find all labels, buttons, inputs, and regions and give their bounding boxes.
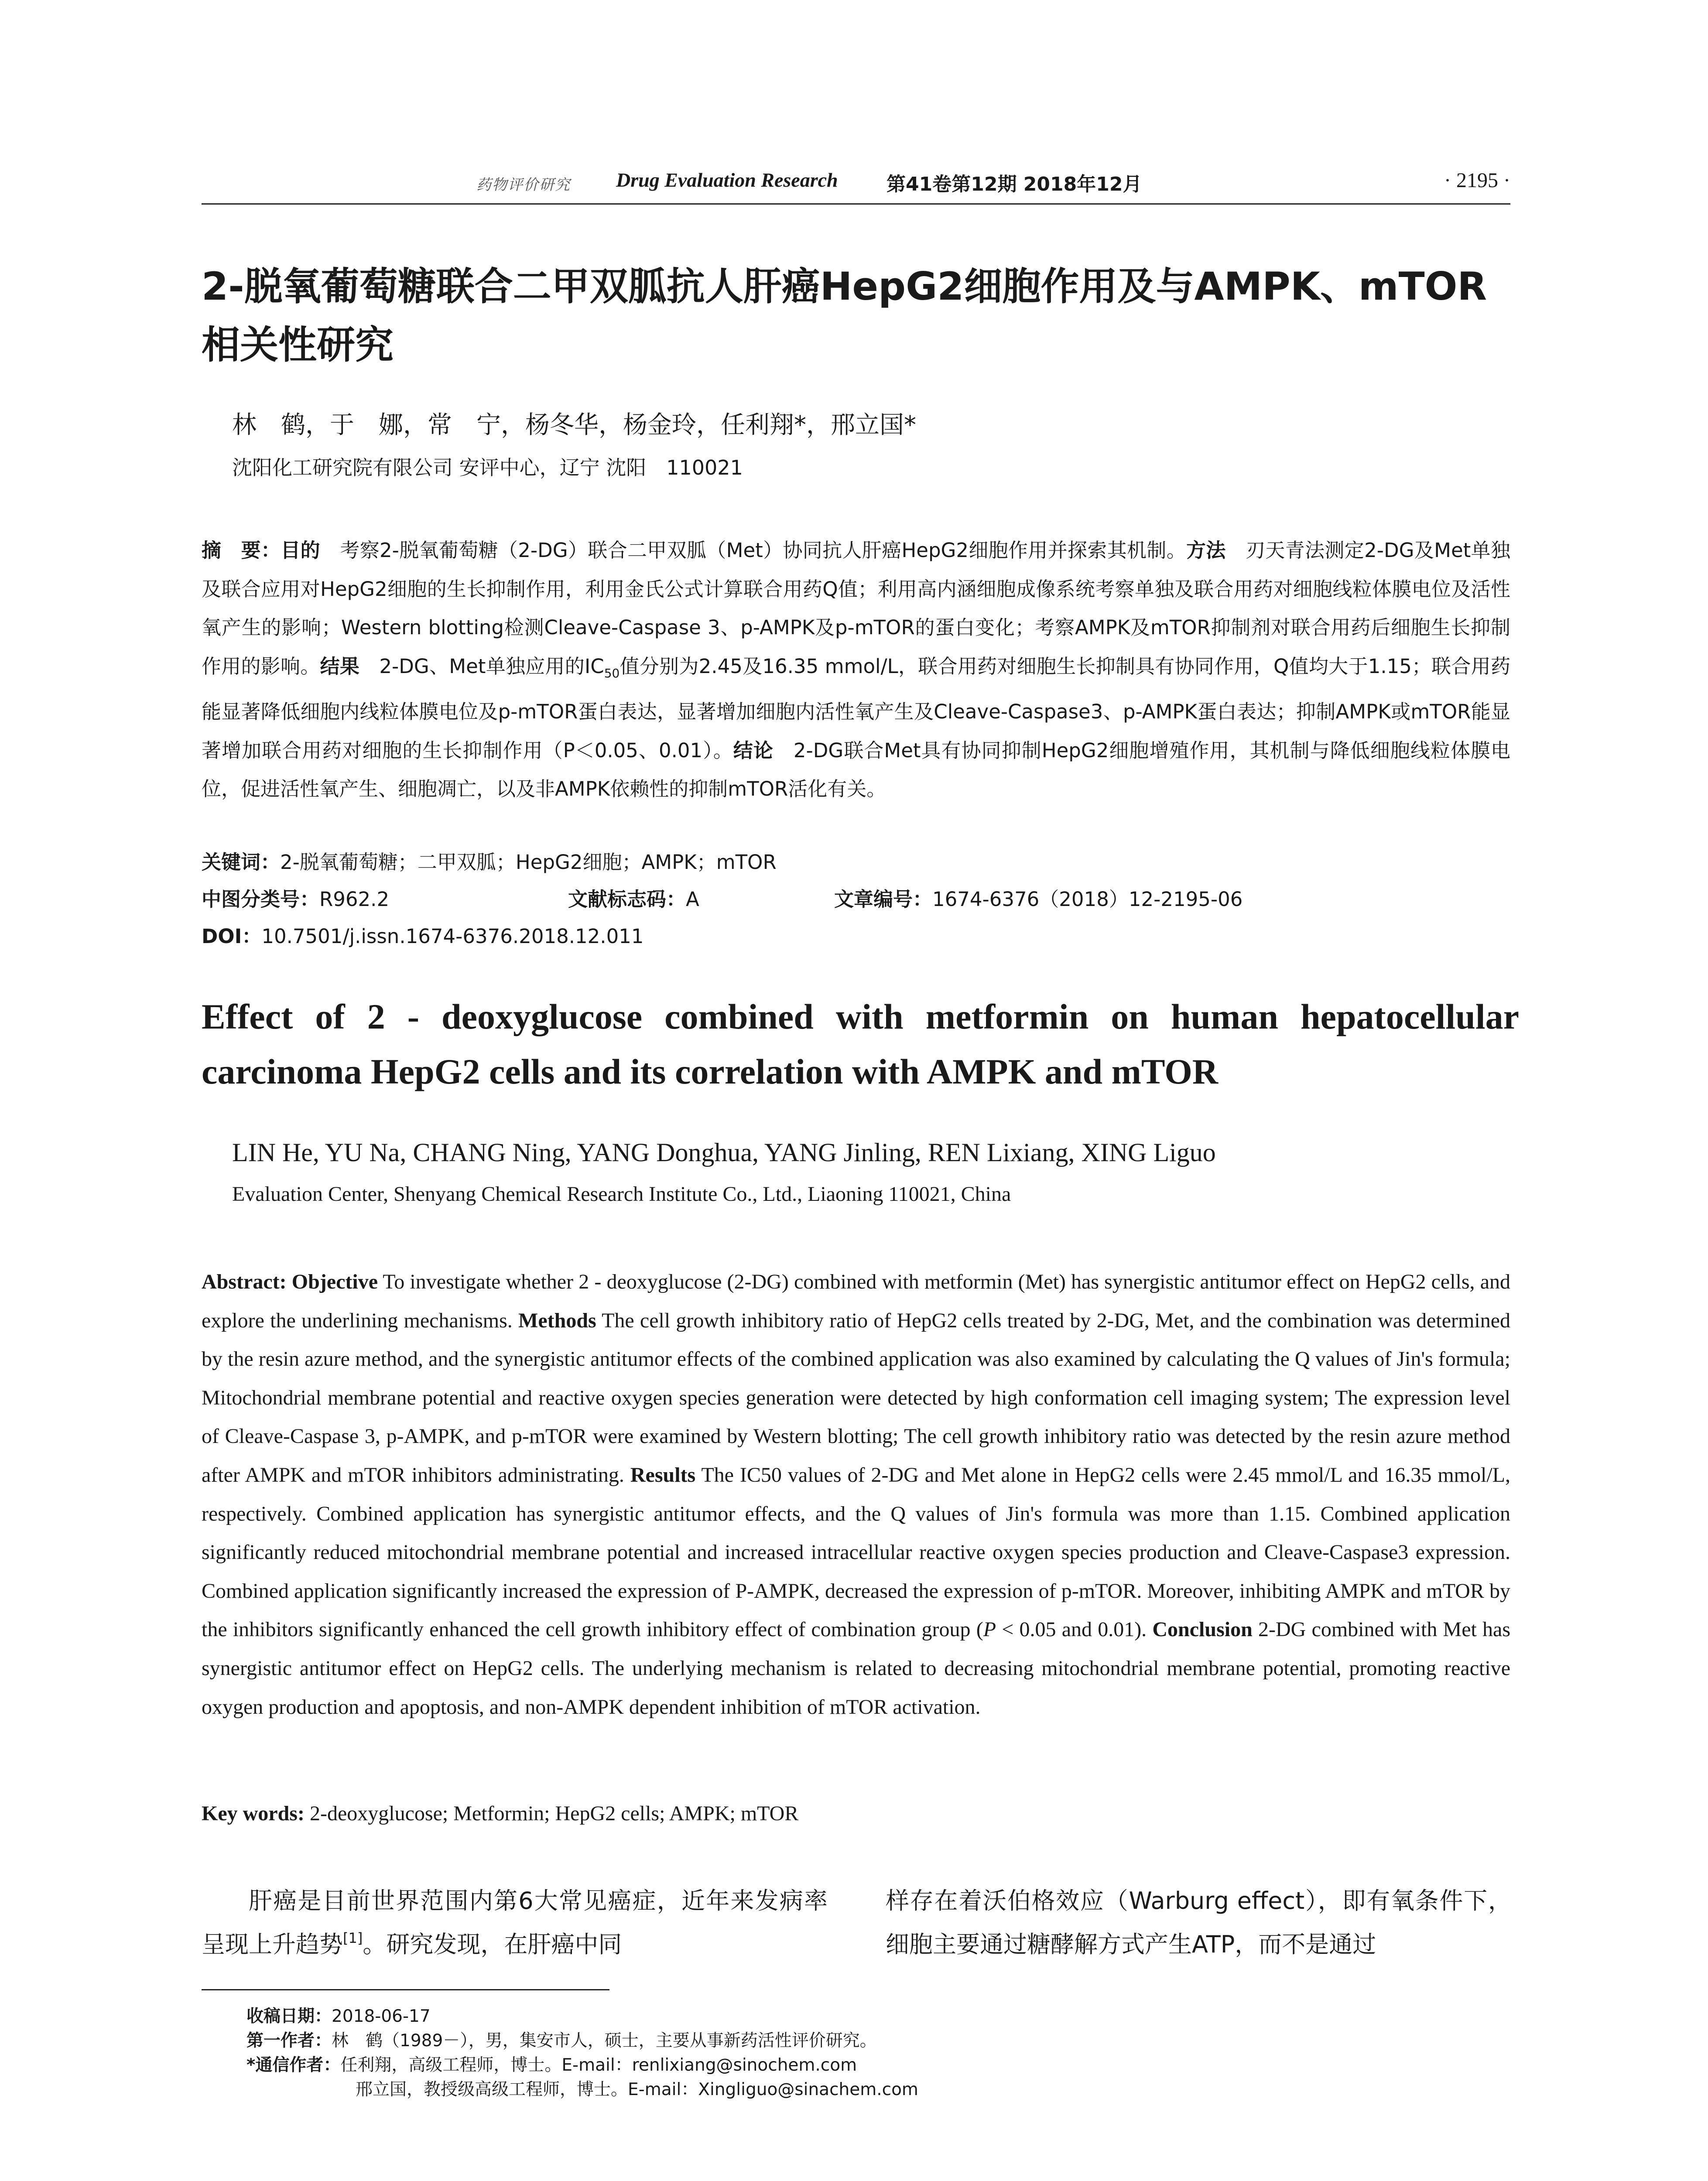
- en-results-tail: < 0.05 and 0.01).: [996, 1618, 1147, 1641]
- first-author-label: 第一作者：: [246, 2031, 332, 2051]
- chinese-title: 2-脱氧葡萄糖联合二甲双胍抗人肝癌HepG2细胞作用及与AMPK、mTOR相关性研究: [202, 264, 1487, 367]
- doc-code-label: 文献标志码：: [568, 888, 686, 911]
- body-column-left: [202, 1879, 828, 1966]
- en-objective-label: Objective: [291, 1270, 378, 1293]
- ic50-subscript: 50: [604, 666, 620, 680]
- journal-name: Drug Evaluation Research: [616, 169, 838, 191]
- english-title: Effect of 2 - deoxyglucose combined with metformin on human hepatocellular carcinoma HepG2 cells and its correlation with AMPK and mTOR: [202, 997, 1519, 1091]
- article-no-value: 1674-6376（2018）12-2195-06: [932, 888, 1243, 911]
- p-value-symbol: P: [983, 1618, 996, 1641]
- en-results-label: Results: [630, 1463, 696, 1487]
- doi-label: DOI：: [202, 925, 262, 948]
- chinese-authors: 林 鹤，于 娜，常 宁，杨冬华，杨金玲，任利翔*，邢立国*: [232, 411, 916, 439]
- doi-value: 10.7501/j.issn.1674-6376.2018.12.011: [261, 925, 644, 948]
- en-methods-label: Methods: [518, 1309, 596, 1332]
- objective-label: 目的: [281, 539, 321, 562]
- en-conclusion-text: 2-DG combined with Met has synergistic antitumor effect on HepG2 cells. The underlying mechanism is related to decreasing mitochondrial membrane potential, promoting reactive oxygen production and apoptosis, and non-AMPK dependent inhibition of mTOR activation.: [202, 1618, 1511, 1719]
- doc-code-value: A: [686, 888, 699, 911]
- conclusion-text: 2-DG联合Met具有协同抑制HepG2细胞增殖作用，其机制与降低细胞线粒体膜电位，促进活性氧产生、细胞凋亡，以及非AMPK依赖性的抑制mTOR活化有关。: [202, 738, 1511, 800]
- keywords-label: 关键词：: [202, 851, 281, 874]
- footnotes: [246, 2004, 918, 2102]
- clc-value: R962.2: [319, 888, 390, 911]
- article-no-label: 文章编号：: [834, 888, 933, 911]
- methods-text: 刃天青法测定2-DG及Met单独及联合应用对HepG2细胞的生长抑制作用，利用金氏公式计算联合用药Q值；利用高内涵细胞成像系统考察单独及联合用药对细胞线粒体膜电位及活性氧产生的影响；Western blotting检测Cleave-Caspase 3、p-AMPK及p-mTOR的蛋白变化；考察AMPK及mTOR抑制剂对联合用药后细胞生长抑制作用的影响。: [202, 539, 1510, 678]
- first-author-note: [246, 2029, 918, 2053]
- body-left-text-end: 。研究发现，在肝癌中同: [363, 1931, 622, 1958]
- running-header: [202, 168, 1510, 198]
- corresponding-label: *通信作者：: [246, 2055, 341, 2075]
- article-number: [834, 883, 1242, 912]
- en-objective-text: To investigate whether 2 - deoxyglucose (2-DG) combined with metformin (Met) has synergistic antitumor effect on HepG2 cells, and explore the underlining mechanisms.: [202, 1270, 1510, 1332]
- received-value: 2018-06-17: [332, 2007, 431, 2026]
- english-affiliation: Evaluation Center, Shenyang Chemical Research Institute Co., Ltd., Liaoning 110021, China: [232, 1183, 1011, 1206]
- en-abstract-label: Abstract:: [202, 1270, 287, 1293]
- corresponding-value-1: 任利翔，高级工程师，博士。E-mail：renlixiang@sinochem.com: [340, 2055, 857, 2075]
- results-label: 结果: [320, 654, 360, 678]
- chinese-affiliation: 沈阳化工研究院有限公司 安评中心，辽宁 沈阳 110021: [232, 456, 743, 479]
- chinese-keywords: [202, 846, 777, 875]
- first-author-value: 林 鹤（1989－），男，集安市人，硕士，主要从事新药活性评价研究。: [332, 2031, 877, 2051]
- chinese-abstract: [202, 531, 1510, 809]
- clc-number: [202, 883, 389, 912]
- english-abstract: [202, 1263, 1510, 1726]
- citation-link[interactable]: [1]: [343, 1930, 363, 1946]
- received-date: [246, 2004, 918, 2029]
- corresponding-author-note: [246, 2053, 918, 2078]
- clc-label: 中图分类号：: [202, 888, 320, 911]
- en-methods-text: The cell growth inhibitory ratio of HepG2 cells treated by 2-DG, Met, and the combination was determined by the resin azure method, and the synergistic antitumor effects of the combined application was also examined by calculating the Q values of Jin's formula; Mitochondrial membrane potential and reactive oxygen species generation were detected by high conformation cell imaging system; The expression level of Cleave-Caspase 3, p-AMPK, and p-mTOR were examined by Western blotting; The cell growth inhibitory ratio was detected by the resin azure method after AMPK and mTOR inhibitors administrating.: [202, 1309, 1511, 1487]
- header-rule: [202, 203, 1510, 205]
- conclusion-label: 结论: [733, 738, 774, 762]
- classification-row: [202, 883, 1510, 914]
- english-authors: LIN He, YU Na, CHANG Ning, YANG Donghua, YANG Jinling, REN Lixiang, XING Liguo: [232, 1138, 1216, 1167]
- keywords-text: 2-脱氧葡萄糖；二甲双胍；HepG2细胞；AMPK；mTOR: [280, 851, 777, 874]
- journal-logo: 药物评价研究: [476, 177, 571, 193]
- doi-line: [202, 920, 644, 949]
- received-label: 收稿日期：: [246, 2007, 332, 2026]
- en-keywords-label: Key words:: [202, 1802, 305, 1825]
- english-keywords: [202, 1802, 798, 1825]
- results-text-b: 值分别为2.45及16.35 mmol/L，联合用药对细胞生长抑制具有协同作用，Q值均大于1.15；联合用药能显著降低细胞内线粒体膜电位及p-mTOR蛋白表达，显著增加细胞内活性氧产生及Cleave-Caspase3、p-AMPK蛋白表达；抑制AMPK或mTOR能显著增加联合用药对细胞的生长抑制作用（P＜0.05、0.01）。: [202, 654, 1510, 762]
- document-code: [568, 883, 699, 912]
- footnote-rule: [202, 1989, 609, 1990]
- objective-text: 考察2-脱氧葡萄糖（2-DG）联合二甲双胍（Met）协同抗人肝癌HepG2细胞作用并探索其机制。: [340, 539, 1187, 562]
- abstract-label: 摘 要：: [202, 539, 281, 562]
- body-column-right: 样存在着沃伯格效应（Warburg effect），即有氧条件下，细胞主要通过糖酵解方式产生ATP，而不是通过: [886, 1887, 1512, 1958]
- methods-label: 方法: [1186, 539, 1226, 562]
- en-conclusion-label: Conclusion: [1152, 1618, 1253, 1641]
- en-results-text: The IC50 values of 2-DG and Met alone in HepG2 cells were 2.45 mmol/L and 16.35 mmol/L, respectively. Combined application has synergistic antitumor effects, and the Q values of Jin's formula was more than 1.15. Combined application significantly reduced mitochondrial membrane potential and increased intracellular reactive oxygen species production and Cleave-Caspase3 expression. Combined application significantly increased the expression of P-AMPK, decreased the expression of p-mTOR. Moreover, inhibiting AMPK and mTOR by the inhibitors significantly enhanced the cell growth inhibitory effect of combination group (: [202, 1463, 1511, 1641]
- issue-info: 第41卷第12期 2018年12月: [887, 173, 1142, 195]
- page-number: · 2195 ·: [1444, 169, 1510, 192]
- body-left-text: 肝癌是目前世界范围内第6大常见癌症，近年来发病率呈现上升趋势: [202, 1887, 828, 1958]
- results-text-a: 2-DG、Met单独应用的IC: [379, 654, 604, 678]
- en-keywords-text: 2-deoxyglucose; Metformin; HepG2 cells; AMPK; mTOR: [309, 1802, 799, 1825]
- corresponding-author-note-2: 邢立国，教授级高级工程师，博士。E-mail：Xingliguo@sinachem.com: [356, 2080, 918, 2099]
